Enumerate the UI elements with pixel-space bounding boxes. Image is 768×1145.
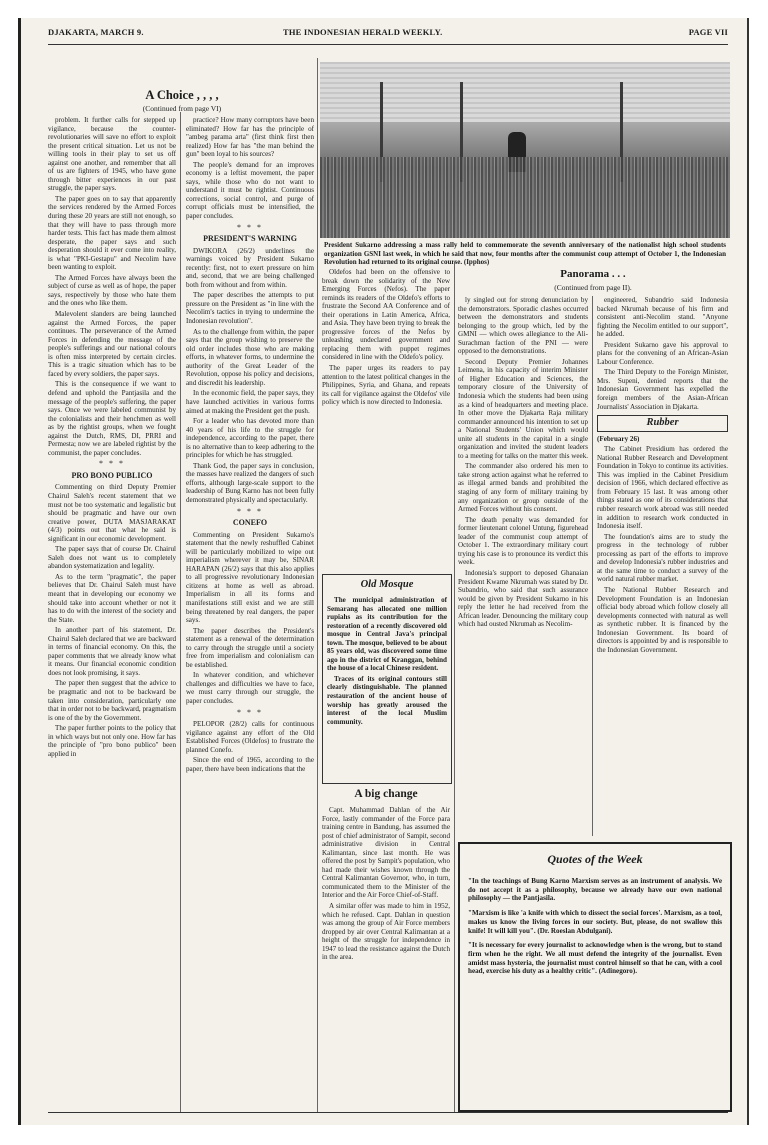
rubber-title: Rubber — [646, 417, 679, 429]
column-divider — [454, 262, 455, 1112]
section-separator: * * * — [99, 459, 125, 469]
paragraph: The paper says that of course Dr. Chairul Saleh does not want us to completely abandon systematization and legality. — [48, 545, 176, 571]
pelopor-paragraph-2: Since the end of 1965, according to the paper, there have been indications that the — [186, 756, 314, 773]
section-separator: * * * — [237, 506, 263, 516]
conefo-text-continued — [322, 268, 450, 407]
presidents-warning-text — [186, 247, 314, 505]
paragraph: President Sukarno gave his approval to plans for the convening of an African-Asian Labour Conference. — [597, 340, 728, 366]
quotes-list — [460, 877, 730, 976]
paragraph: In whatever condition, and whichever challenges and difficulties we have to face, we must carry through our struggle, the paper concludes. — [186, 671, 314, 705]
paragraph: The commander also ordered his men to take strong action against what he referred to as illegal armed bands and prohibited the staging of any form of military training by any organization or group outside of the Armed Forces without his consent. — [458, 462, 588, 514]
paragraph: Indonesia's support to deposed Ghanaian President Kwame Nkrumah was stated by Dr. Subandrio, who said that such assurance would be given by President Sukarno in his reply the letter he had received from the African leader. Denouncing the military coup which had ousted Nkrumah as Necolim- — [458, 568, 588, 629]
paragraph: For a leader who has devoted more than 40 years of his life to the struggle for independence, according to the paper, there is no alternative than to keep adhering to the principles for which he has struggled. — [186, 417, 314, 460]
paragraph: The people's demand for an improves economy is a leftist movement, the paper says, while those who do not want to understand it must be rightist. Continuous corrections, social control, and purge of corrupt officials must be intensified, the paper concludes. — [186, 160, 314, 221]
paragraph: Second Deputy Premier Johannes Leimena, in his capacity of interim Minister of Higher Education and Sciences, the temporary closure of the University of Indonesia which the students had been using as a kind of headquarters and meeting place. In other move the Djakarta Raja military commander announced his intention to set up a National Students' Union which would unite all students in the capital in a single organization and invited the student leaders to a meeting for talks on the matter this week. — [458, 357, 588, 460]
quotes-of-the-week-box — [458, 842, 732, 1112]
panorama-text — [458, 296, 588, 629]
header-page-number: PAGE VII — [688, 27, 728, 37]
page-header — [48, 27, 728, 41]
footer-rule — [48, 1112, 728, 1113]
column-divider — [317, 58, 318, 1112]
pro-bono-text — [48, 483, 176, 758]
section-separator: * * * — [237, 707, 263, 717]
rally-photo — [320, 62, 730, 238]
paragraph: The National Rubber Research and Development Foundation is an Indonesian official body abroad which follow closely all developments connected with natural as well as synthetic rubber. It is financed by the Indonesian Government. Its board of directors is appointed by and is responsible to the Indonesian Government. — [597, 585, 728, 654]
paragraph: The paper urges its readers to pay attention to the latest political changes in the Philippines, Syria, and Ghana, and repeats its call for vigilance against the Oldefos' vile policy which is now directed to Indonesia. — [322, 364, 450, 407]
paragraph: Capt. Muhammad Dahlan of the Air Force, lastly commander of the Force para training centre in Bandung, has assumed the post of chief administrator of Sampit, second administrative division in Central Kalimantan, since last month. He was offered the post by Sampit's population, who had made their wishes known through the Central Kalimantan Governor, who, in turn, communicated them to the Minister of the Interior and the Air Force Chief-of-Staff. — [322, 806, 450, 900]
paragraph: ly singled out for strong denunciation by the demonstrators. Sporadic clashes occurred between the demonstrators and students belonging to the group which, led by the GMNI — which owes allegiance to the Ali-Surachman faction of the PNI — were opposed to the demonstrations. — [458, 296, 588, 356]
quote-item: "Marxism is like 'a knife with which to dissect the social forces'. Marxism, as a tool, makes us know the living forces in our society. But, please, do not swallow this knife! It will kill you". (Dr. Roeslan Abdulgani). — [468, 909, 722, 935]
paragraph: Oldefos had been on the offensive to break down the solidarity of the New Emerging Forces (Nefos). The paper reminds its readers of the Oldefo's efforts to frustrate the Second AA Conference and of their operations in Latin America, Africa, and Asia. They have been trying to break the progressive forces of the Nefos by unleashing undeclared government and replacing them with puppet regimes considered in line with the Oldefo's policy. — [322, 268, 450, 362]
rubber-date: (February 26) — [597, 434, 640, 443]
paragraph: In the economic field, the paper says, they have launched activities in various forms aimed at making the President get the push. — [186, 389, 314, 415]
column-5 — [597, 296, 728, 836]
column-divider — [180, 112, 181, 1112]
big-change-column — [322, 806, 450, 1106]
header-rule — [48, 44, 728, 45]
header-masthead: THE INDONESIAN HERALD WEEKLY. — [283, 27, 443, 37]
paragraph: problem. It further calls for stepped up vigilance, because the counter-revolutionaries will save no effort to exploit the present critical situation. Let us not be willing tools in their play to set us off against one another, and remember that all of us are fighters of 1945, who have gone through bitter experiences in our past struggle, the paper says. — [48, 116, 176, 193]
rubber-title-box — [597, 415, 728, 432]
pro-bono-heading: PRO BONO PUBLICO — [71, 470, 153, 480]
header-date: DJAKARTA, MARCH 9. — [48, 27, 144, 37]
quote-item: "It is necessary for every journalist to acknowledge when is the wrong, but to stand firm when he the right. We all must defend the integrity of the journalist. Even amidst mass hysteria, the journalist must control himself so that he can, with a cool head, exercise his duty as a healthy critic". (Adinegoro). — [468, 941, 722, 976]
paragraph: As to the challenge from within, the paper says that the group wishing to preserve the old order includes those who are making efforts, in whatever forms, to undermine the authority of the Great Leader of the Revolution, oppose his policy and decisions, and discredit his leadership. — [186, 327, 314, 387]
column-2 — [186, 116, 314, 1116]
paragraph: As to the term "pragmatic", the paper believes that Dr. Chairul Saleh must have meant that in developing our economy we should take into account whether or not it has to do with the interest of the society and the State. — [48, 572, 176, 624]
rubber-text — [597, 445, 728, 654]
paragraph: The paper further points to the policy that in which ways but not only one. How far has the principle of "pro bono publico" been applied in — [48, 724, 176, 758]
quote-item: "In the teachings of Bung Karno Marxism serves as an instrument of analysis. We do not accept it as a philosophy, because we already have our own national philosophy — the Pantjasila. — [468, 877, 722, 903]
old-mosque-box — [322, 574, 452, 784]
photo-crowd — [320, 157, 730, 238]
a-choice-text — [48, 116, 176, 457]
column-1 — [48, 116, 176, 1116]
paragraph: The foundation's aims are to study the progress in the technology of rubber processing as part of the efforts to improve and develop Indonesia's rubber industries and at the same time to conduct a survey of the world natural rubber market. — [597, 532, 728, 584]
quotes-title: Quotes of the Week — [547, 852, 643, 866]
paragraph: Thank God, the paper says in conclusion, the masses have realized the dangers of such efforts, although large-scale support to the leadership of Bung Karno has not been fully demonstrated physically and spectacularly. — [186, 461, 314, 504]
column-divider — [592, 296, 593, 836]
conefo-text — [186, 531, 314, 706]
photo-caption: President Sukarno addressing a mass rally held to commemorate the seventh anniversary of the nationalist high school students organization GSNI last week, in which he said that now, four months after the communist coup attempt of October 1, the Indonesian Revolution had returned to its original course. (Ipphos) — [324, 241, 726, 267]
paragraph: Malevolent slanders are being launched against the Armed Forces, the paper continues. The perseverance of the Armed Forces in defending the message of the people's sufferings and our national colours is often miss interpreted by certain circles. This is a tragic situation which has to be faced by every soldiers, the paper says. — [48, 310, 176, 378]
paragraph: engineered, Subandrio said Indonesia backed Nkrumah because of his firm and consistent anti-Necolim stand. "Anyone fighting the Necolim entitled to our support", he added. — [597, 296, 728, 339]
panorama-text-cont — [597, 296, 728, 411]
old-mosque-text-2: Traces of its original contours still clearly distinguishable. The planned restauration of the ancient house of worship has greatly aroused the interest of the local Muslim community. — [327, 674, 447, 726]
paragraph: The paper describes the attempts to put pressure on the President as "in line with the Necolim's tactics in trying to undermine the Indonesian revolution". — [186, 291, 314, 326]
old-mosque-title: Old Mosque — [360, 579, 414, 590]
paragraph: In another part of his statement, Dr. Chairul Saleh declared that we are backward in terms of financial economy. On this, the paper comments that we already know what it means. Our financial economic condition does not look promising, it says. — [48, 626, 176, 677]
paragraph: The paper describes the President's statement as a renewal of the determination to carry through the struggle until a society free from imperialism and colonialism can be established. — [186, 626, 314, 669]
presidents-warning-heading: PRESIDENT'S WARNING — [203, 234, 297, 244]
paragraph: The Third Deputy to the Foreign Minister, Mrs. Supeni, denied reports that the Indonesian Government has expelled the foreign members of the Asian-African Journalists' Association in Djakarta. — [597, 368, 728, 411]
column-4 — [458, 296, 588, 836]
paragraph: The paper goes on to say that apparently the services rendered by the Armed Forces during these 20 years are still not enough, so that they will have to pass through more harder tests. This fact has made them almost desperate, the paper says and such desperation should it ever come into reality, is what "PKI-Gestapu" and Necolim have been wanting to exploit. — [48, 194, 176, 272]
article-title-a-choice: A Choice , , , , — [145, 88, 219, 102]
paragraph: This is the consequence if we want to defend and uphold the Pantjasila and the message of the people's suffering, the paper says. Once we were labeled communist by the colonialists and their henchmen as well as by the rightist groups, when we fought against the Dutch, RMS, DI, PRRI and Permesta; now we are labeled rightist by the communist, the paper concludes. — [48, 380, 176, 457]
panorama-continued: (Continued from page II). — [554, 283, 632, 292]
pelopor-paragraph: PELOPOR (28/2) calls for continuous vigilance against any effort of the Old Established Forces (Oldefos) to frustrate the planned Conefo. — [186, 720, 314, 754]
old-mosque-text: The municipal administration of Semarang has allocated one million rupiahs as its contribution for the restoration of a recently discovered old mosque in Central Java's principal town. The mosque, believed to be about 85 years old, was discovered some time ago in the district of Kranggan, behind the house of a local Chinese resident. — [327, 596, 447, 673]
paragraph: A similar offer was made to him in 1952, which he refused. Capt. Dahlan in question was among the group of Air Force members dropped by air over Central Kalimantan at a height of the struggle for independence in 1947 to lead the resistance against the Dutch in the area. — [322, 902, 450, 962]
article-continued-note: (Continued from page VI) — [142, 104, 222, 113]
paragraph: The Armed Forces have always been the subject of curse as well as of hope, the paper says, respectively by those who hate them and the ones who like them. — [48, 273, 176, 308]
big-change-text — [322, 806, 450, 962]
a-choice-text-cont — [186, 116, 314, 221]
section-separator: * * * — [237, 222, 263, 232]
paragraph: The death penalty was demanded for former lieutenant colonel Untung, figurehead leader of the communist coup attempt of October 1. The extraordinary military court trying his case is to pronounce its verdict this week. — [458, 515, 588, 567]
paragraph: DWIKORA (26/2) underlines the warnings voiced by President Sukarno recently: first, not to exert pressure on him and, second, that we are being challenged both from without and from within. — [186, 246, 314, 289]
conefo-heading: CONEFO — [232, 518, 268, 528]
big-change-title: A big change — [354, 788, 418, 800]
paragraph: Commenting on President Sukarno's statement that the newly reshuffled Cabinet will be particularly mobilized to wipe out imperialism wherever it may be, SINAR HARAPAN (26/2) says that this also applies to all progressive revolutionary Indonesian citizens at home as well as abroad. Imperialism in all its forms and manifestations still exist and we are still being threatened by real dangers, the paper says. — [186, 530, 314, 625]
paragraph: practice? How many corruptors have been eliminated? How far has the principle of "ambeg parama arta" (first think first then realized) How far has "the man behind the gun" been loyal to his sources? — [186, 116, 314, 159]
panorama-title: Panorama . . . — [560, 268, 626, 280]
paragraph: The paper then suggest that the advice to be pragmatic and not to be backward be taken into consideration, particularly one that in order not to be backward, pragmatism is one of the by the Government. — [48, 679, 176, 722]
old-mosque-text-wrap — [323, 596, 451, 728]
paragraph: Commenting on third Deputy Premier Chairul Saleh's recent statement that we must not be too systematic and legalistic but should be pragmatic and have our own creative power, DUTA MASJARAKAT (4/3) points out that what he said is significant in our economic development. — [48, 483, 176, 543]
paragraph: The Cabinet Presidium has ordered the National Rubber Research and Development Foundation in Tokyo to continue its activities. This was implied in the Cabinet Presidium decision of 1966, which declared effective as from February 15 last. It was among other things stated as one of its considerations that rubber research work abroad was still needed in addition to research work conducted in Indonesia itself. — [597, 445, 728, 531]
